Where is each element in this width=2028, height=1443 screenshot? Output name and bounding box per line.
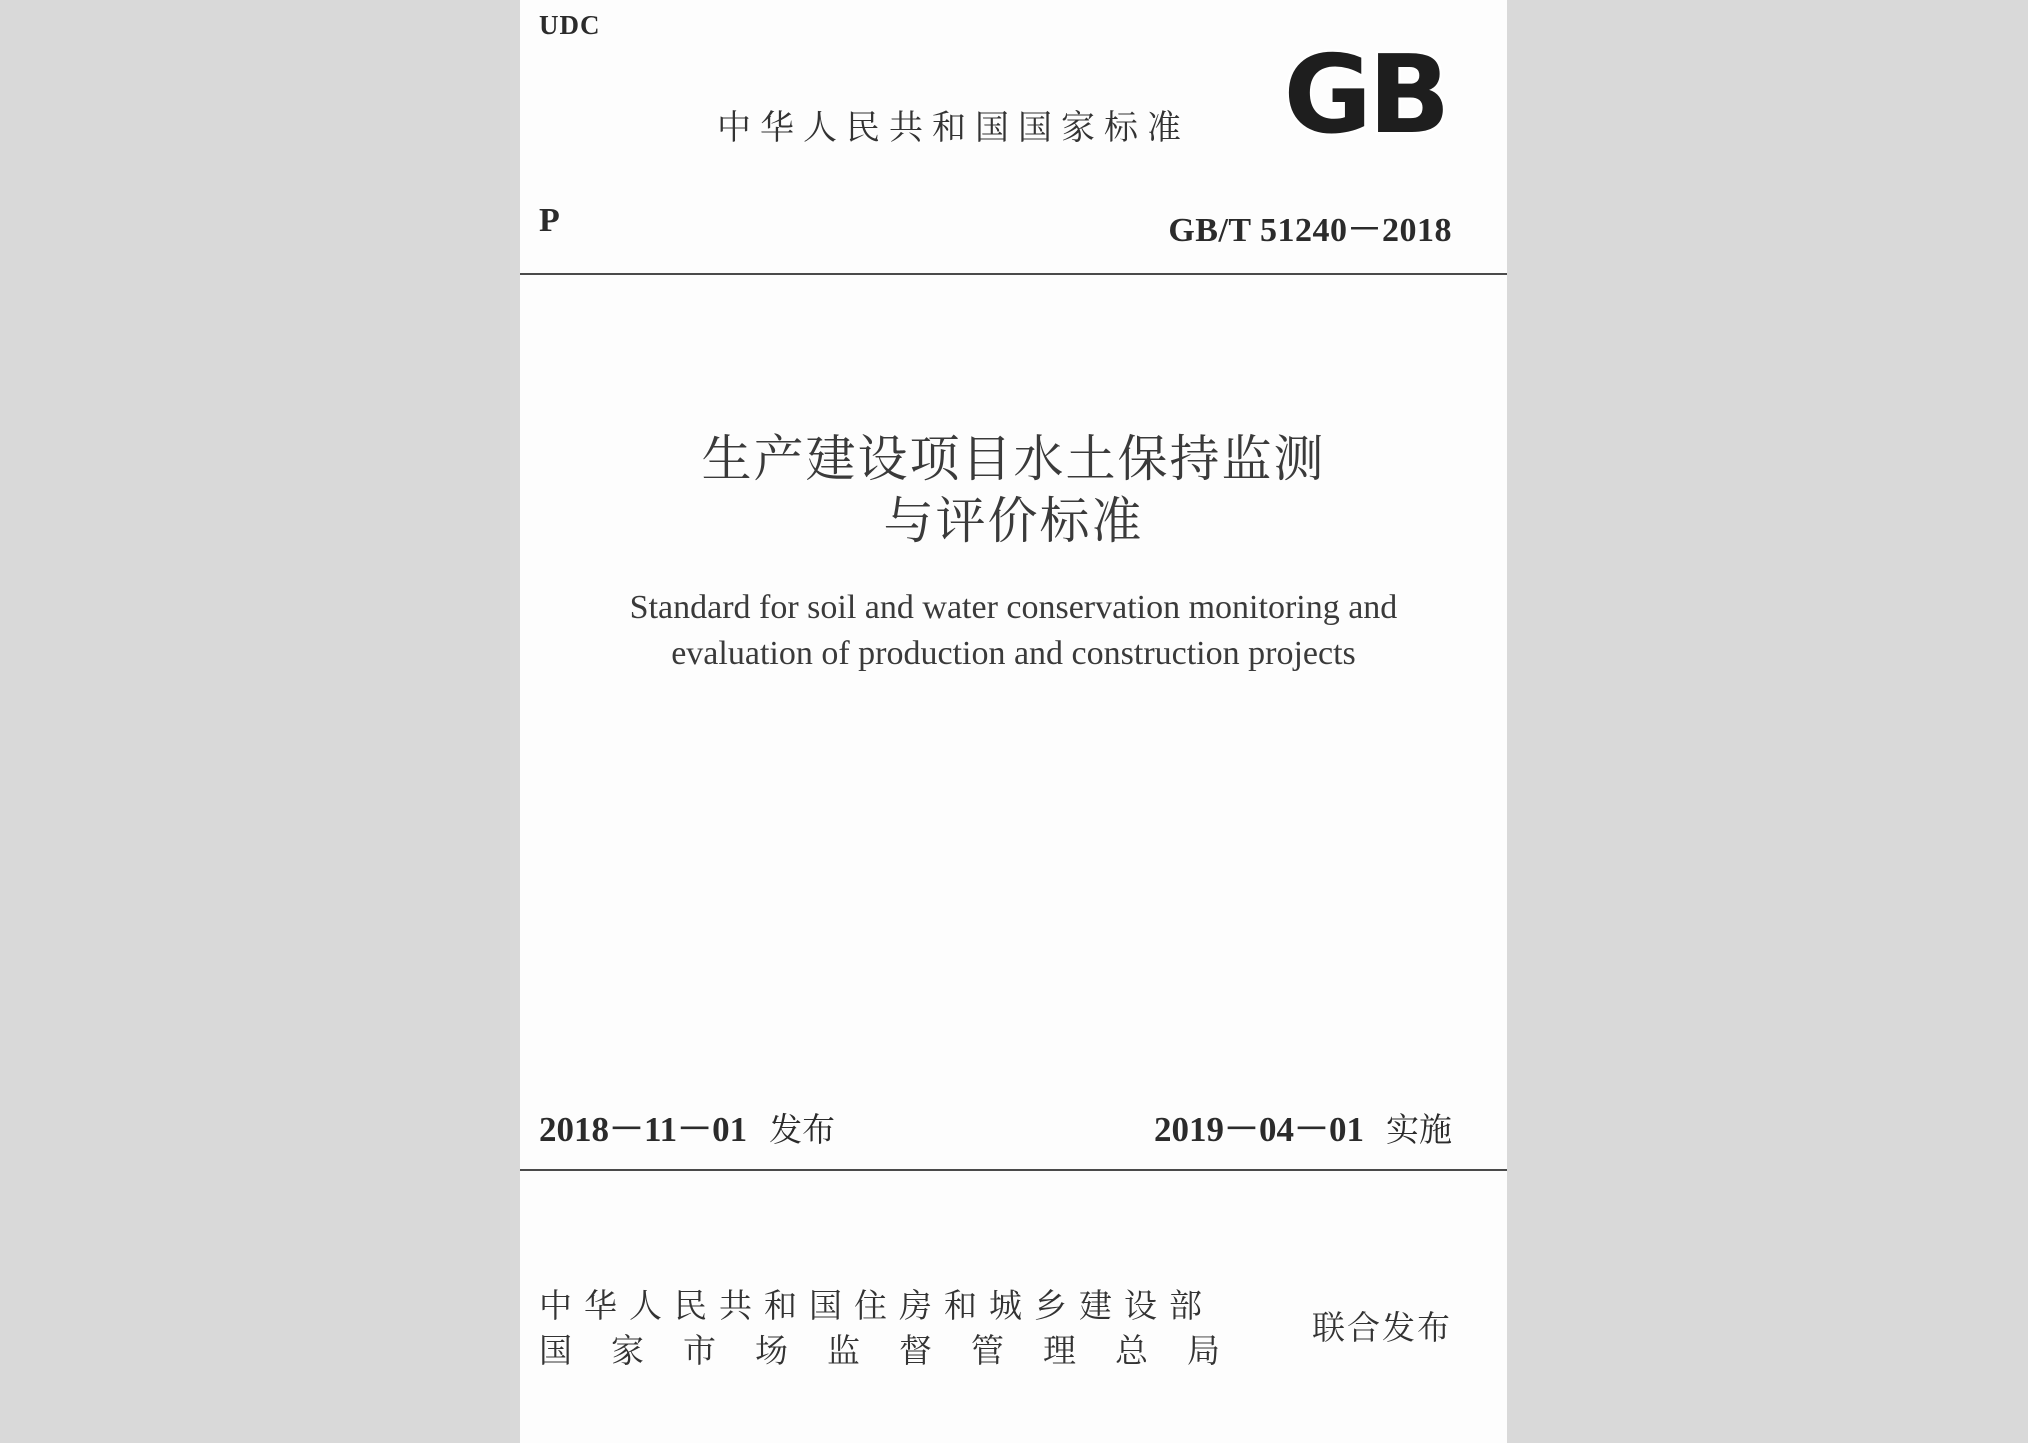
standard-number: GB/T 51240－2018 [1168, 212, 1452, 249]
title-english [520, 585, 1507, 677]
implement-date-block [1154, 1102, 1452, 1152]
bottom-divider [520, 1169, 1507, 1171]
issue-date: 2018－11－01 [539, 1110, 748, 1149]
joint-issue-label: 联合发布 [1312, 1308, 1452, 1347]
top-divider [520, 273, 1507, 275]
classification-code: P [539, 202, 560, 239]
issue-date-block [539, 1102, 835, 1152]
gb-logo [1270, 44, 1460, 144]
standard-cover-page [520, 0, 1507, 1443]
title-cn-line1: 生产建设项目水土保持监测 [701, 430, 1326, 488]
issue-label: 发布 [769, 1110, 836, 1149]
title-en-line1: Standard for soil and water conservation monitoring and [629, 589, 1398, 626]
standard-type: 中华人民共和国国家标准 [717, 108, 1190, 148]
title-chinese [520, 428, 1507, 552]
issuer-ministry: 中华人民共和国住房和城乡建设部 [539, 1286, 1214, 1325]
title-en-line2: evaluation of production and construction projects [671, 635, 1356, 672]
title-cn-line2: 与评价标准 [883, 492, 1144, 550]
udc-label: UDC [539, 10, 601, 40]
issuer-administration: 国家市场监督管理总局 [539, 1331, 1259, 1370]
gb-logo-text: GB [1283, 44, 1447, 144]
implement-label: 实施 [1386, 1110, 1452, 1149]
implement-date: 2019－04－01 [1153, 1110, 1364, 1149]
